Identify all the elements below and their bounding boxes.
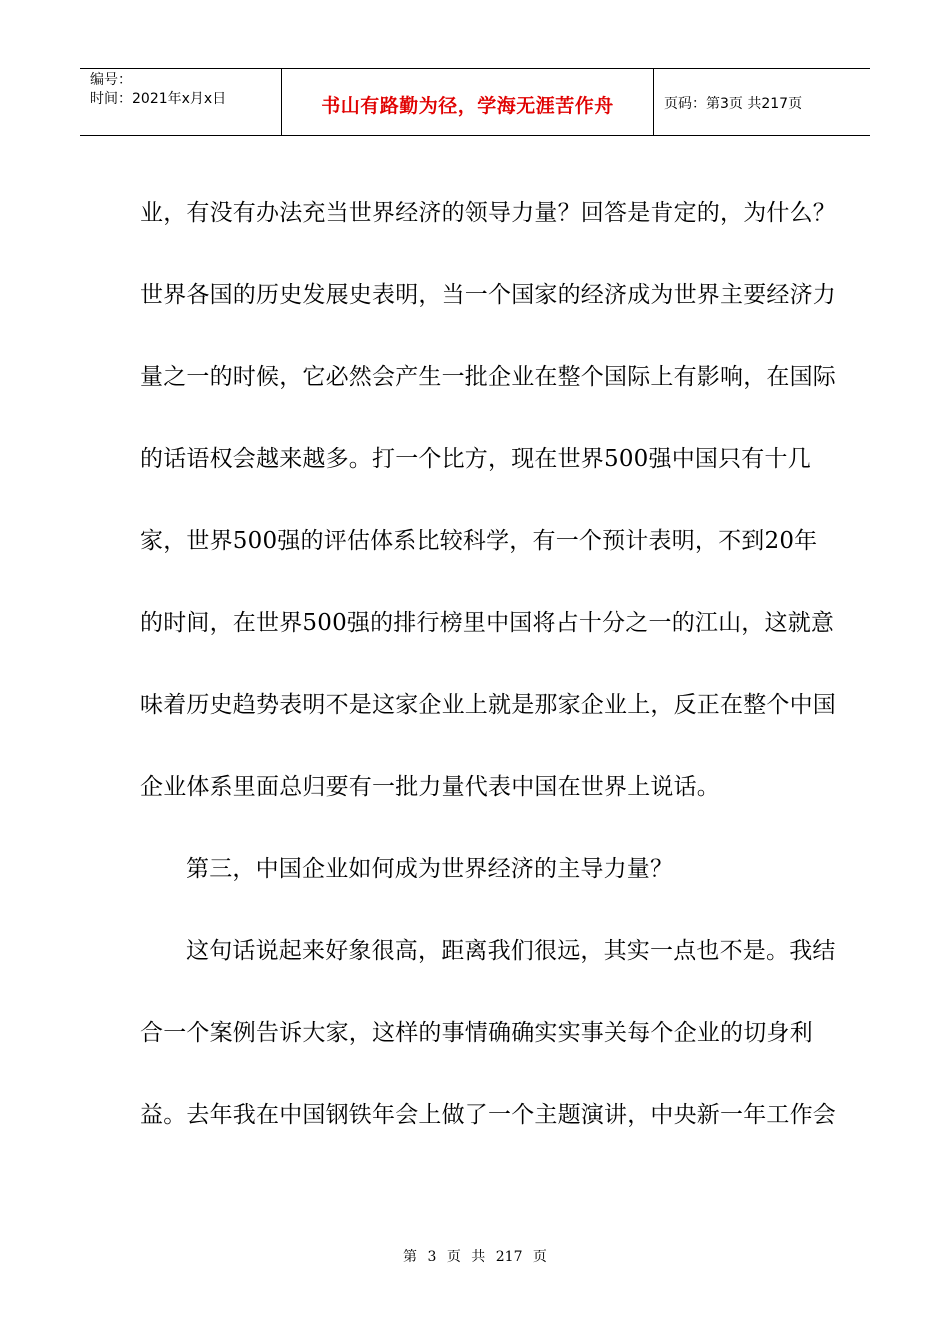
section-heading-line: 第三，中国企业如何成为世界经济的主导力量？ [186, 856, 674, 882]
document-date-label: 时间：2021年x月x日 [90, 91, 227, 107]
body-line: 业，有没有办法充当世界经济的领导力量？回答是肯定的，为什么？ [140, 200, 836, 226]
body-line: 益。去年我在中国钢铁年会上做了一个主题演讲，中央新一年工作会 [140, 1102, 836, 1128]
header-motto: 书山有路勤为径，学海无涯苦作舟 [282, 69, 654, 135]
header-meta [80, 69, 282, 135]
body-line: 的话语权会越来越多。打一个比方，现在世界500强中国只有十几 [140, 446, 811, 472]
document-number-label: 编号： [90, 72, 132, 88]
document-body [140, 190, 836, 1174]
body-line: 的时间，在世界500强的排行榜里中国将占十分之一的江山，这就意 [140, 610, 835, 636]
body-line: 味着历史趋势表明不是这家企业上就是那家企业上，反正在整个中国 [140, 692, 836, 718]
body-line: 家，世界500强的评估体系比较科学，有一个预计表明，不到20年 [140, 528, 818, 554]
body-line: 这句话说起来好象很高，距离我们很远，其实一点也不是。我结 [186, 938, 836, 964]
body-line: 企业体系里面总归要有一批力量代表中国在世界上说话。 [140, 774, 720, 800]
page-header [80, 68, 870, 136]
body-line: 合一个案例告诉大家，这样的事情确确实实事关每个企业的切身利 [140, 1020, 813, 1046]
page-footer: 第 3 页 共 217 页 [403, 1249, 547, 1265]
body-line: 世界各国的历史发展史表明，当一个国家的经济成为世界主要经济力 [140, 282, 836, 308]
body-line: 量之一的时候，它必然会产生一批企业在整个国际上有影响，在国际 [140, 364, 836, 390]
header-page-info: 页码：第3页 共217页 [664, 96, 803, 112]
